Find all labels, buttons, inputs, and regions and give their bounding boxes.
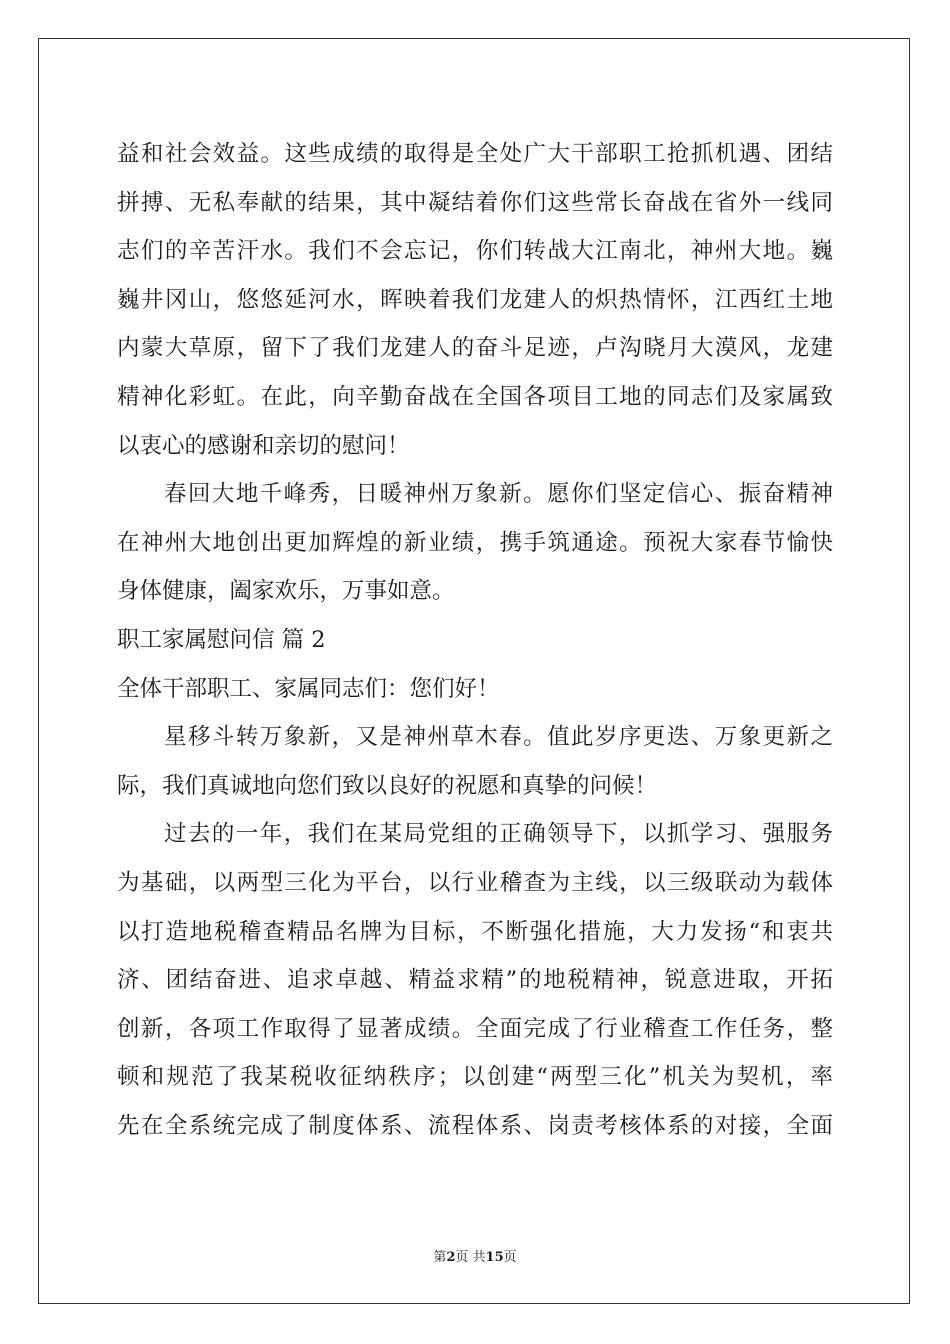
text-line: 过去的一年，我们在某局党组的正确领导下，以抓学习、强服务 <box>164 821 833 848</box>
text-line: 在神州大地创出更加辉煌的新业绩，携手筑通途。预祝大家春节愉快 <box>117 529 833 556</box>
text-line: 际，我们真诚地向您们致以良好的祝愿和真挚的问候！ <box>117 772 658 799</box>
footer-suffix: 页 <box>503 1250 517 1265</box>
text-line: 星移斗转万象新，又是神州草木春。值此岁序更迭、万象更新之 <box>164 724 833 751</box>
text-line: 拼搏、无私奉献的结果，其中凝结着你们这些常长奋战在省外一线同 <box>117 189 833 216</box>
footer-page-number: 2 <box>446 1250 456 1265</box>
text-line: 内蒙大草原，留下了我们龙建人的奋斗足迹，卢沟晓月大漠风，龙建 <box>117 335 833 362</box>
text-line: 精神化彩虹。在此，向辛勤奋战在全国各项目工地的同志们及家属致 <box>117 383 833 410</box>
footer-middle: 页 共 <box>455 1250 486 1265</box>
text-line: 志们的辛苦汗水。我们不会忘记，你们转战大江南北，神州大地。巍 <box>117 238 833 265</box>
footer-prefix: 第 <box>433 1250 447 1265</box>
text-line: 创新，各项工作取得了显著成绩。全面完成了行业稽查工作任务，整 <box>117 1015 833 1042</box>
text-line: 职工家属慰问信 篇 2 <box>117 626 326 653</box>
text-line: 益和社会效益。这些成绩的取得是全处广大干部职工抢抓机遇、团结 <box>117 141 833 167</box>
text-line: 以打造地税稽查精品名牌为目标，不断强化措施，大力发扬“和衷共 <box>117 918 833 945</box>
text-line: 顿和规范了我某税收征纳秩序；以创建“两型三化”机关为契机，率 <box>117 1064 833 1091</box>
text-line: 春回大地千峰秀，日暖神州万象新。愿你们坚定信心、振奋精神 <box>164 481 833 508</box>
text-line: 先在全系统完成了制度体系、流程体系、岗责考核体系的对接，全面 <box>117 1112 833 1139</box>
text-line: 为基础，以两型三化为平台，以行业稽查为主线，以三级联动为载体 <box>117 869 833 896</box>
text-line: 巍井冈山，悠悠延河水，晖映着我们龙建人的炽热情怀，江西红土地 <box>117 286 833 313</box>
document-body <box>117 130 833 1150</box>
text-line: 全体干部职工、家属同志们：您们好！ <box>117 675 500 702</box>
text-line: 身体健康，阖家欢乐，万事如意。 <box>117 578 455 605</box>
text-line: 以衷心的感谢和亲切的慰问！ <box>117 432 410 459</box>
text-line: 济、团结奋进、追求卓越、精益求精”的地税精神，锐意进取，开拓 <box>117 967 833 994</box>
footer-total-pages: 15 <box>485 1250 504 1265</box>
page-footer <box>0 1246 950 1265</box>
